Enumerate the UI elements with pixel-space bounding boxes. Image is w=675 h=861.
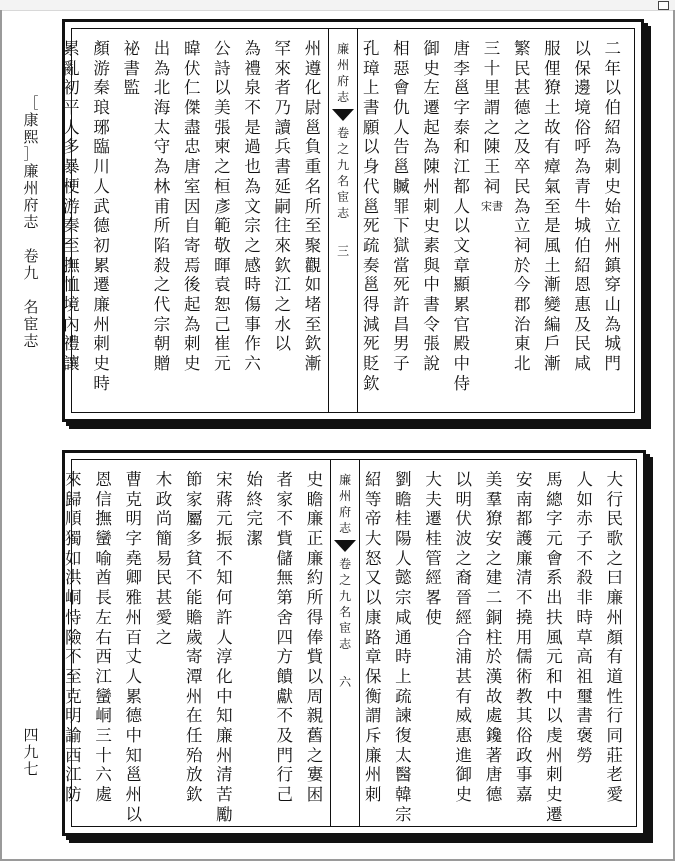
center-folio-number: 三	[337, 244, 350, 258]
center-juan: 卷 之 九	[337, 126, 350, 172]
text-column: 馬 總 字 元 會 系 出 扶 風 元 和 中 以 虔 州 刺 史 遷	[546, 470, 563, 824]
center-section: 名 宦 志	[337, 174, 350, 220]
text-column: 州 遵 化 尉 邕 負 重 名 所 至 聚 觀 如 堵 至 欽 漸	[304, 39, 322, 373]
text-column: 罕 來 者 乃 讀 兵 書 延 嗣 往 來 欽 江 之 水 以	[274, 39, 292, 354]
page-center-column	[328, 29, 358, 412]
scanned-page-top	[62, 19, 644, 422]
center-title: 廉 州 府 志	[337, 42, 350, 104]
center-juan: 卷 之 九	[339, 557, 352, 603]
text-column: 紹 等 帝 大 怒 又 以 康 路 章 保 衡 謂 斥 廉 州 刺	[364, 470, 382, 804]
text-column: 累 亂 初 平 人 多 暴 梗 游 秦 至 撫 恤 境 內 禮 讓	[63, 39, 80, 373]
text-column: 宋 蔣 元 振 不 知 何 許 人 淳 化 中 知 廉 州 清 苦 勵	[216, 470, 233, 824]
margin-char: 廉	[23, 162, 39, 180]
margin-char: 卷	[23, 247, 39, 265]
text-column: 顏 游 秦 琅 琊 臨 川 人 武 德 初 累 遷 廉 州 刺 史 時	[93, 39, 110, 393]
margin-char	[22, 231, 40, 248]
page-text-block	[63, 28, 635, 413]
text-column: 三 十 里 謂 之 陳 王 祠 宋書	[477, 39, 507, 216]
margin-char: 名	[23, 298, 39, 316]
text-column: 安 南 都 護 廉 清 不 撓 用 儒 術 教 其 俗 政 事 嘉	[515, 470, 533, 804]
center-folio-number: 六	[339, 675, 352, 689]
text-column: 繁 民 甚 德 之 及 卒 民 為 立 祠 於 今 郡 治 東 北	[513, 39, 531, 373]
margin-char	[22, 282, 40, 299]
margin-char: 志	[23, 332, 39, 350]
text-column: 節 家 屬 多 貧 不 能 贍 歲 寄 潭 州 在 任 殆 放 欽	[185, 470, 203, 804]
text-column: 相 惡 會 仇 人 告 邕 贓 罪 下 獄 當 死 許 昌 男 子	[393, 39, 410, 373]
margin-char: 宦	[23, 315, 39, 333]
text-column: 劉 瞻 桂 陽 人 懿 宗 咸 通 時 上 疏 諫 復 太 醫 韓 宗	[395, 470, 412, 824]
text-column: 公 詩 以 美 張 柬 之 桓 彥 範 敬 暉 袁 恕 己 崔 元	[214, 39, 231, 373]
text-column: 御 史 左 遷 起 為 陳 州 刺 史 素 與 中 書 令 張 說	[423, 39, 440, 373]
book-title-margin	[22, 95, 40, 350]
text-column: 曹 克 明 字 堯 卿 雅 州 百 丈 人 累 德 中 知 邕 州 以	[125, 470, 143, 824]
text-column: 以 保 邊 境 俗 呼 為 青 牛 城 伯 紹 恩 惠 及 民 咸	[574, 39, 591, 373]
margin-char: 九	[23, 264, 39, 282]
fishtail-mark-icon	[334, 540, 356, 552]
margin-char: ［	[23, 94, 39, 112]
page-text-block	[65, 459, 637, 827]
text-column: 大 夫 遷 桂 管 經 畧 使	[425, 470, 442, 627]
fishtail-mark-icon	[332, 109, 354, 121]
column-note: 宋書	[481, 199, 503, 213]
page-number-margin	[22, 727, 40, 778]
text-column: 恩 信 撫 蠻 喻 酋 長 左 右 西 江 蠻 峒 三 十 六 處	[95, 470, 112, 804]
text-column: 服 俚 獠 土 故 有 瘴 氣 至 是 風 土 漸 變 編 戶 漸	[544, 39, 561, 373]
text-column: 二 年 以 伯 紹 為 刺 史 始 立 州 鎮 穿 山 為 城 門	[604, 39, 622, 373]
margin-char: 康	[23, 111, 39, 129]
margin-char: 四	[23, 726, 39, 744]
text-column: 孔 璋 上 書 願 以 身 代 邕 死 疏 奏 邕 得 減 死 貶 欽	[362, 39, 380, 393]
margin-char: 府	[23, 196, 39, 214]
scanned-page-bottom	[62, 450, 646, 836]
text-column: 為 禮 泉 不 是 過 也 為 文 宗 之 感 時 傷 事 作 六	[244, 39, 261, 373]
margin-char: ］	[23, 145, 39, 163]
viewer-left-border	[0, 10, 2, 861]
text-column: 暐 伏 仁 傑 盡 忠 唐 室 因 自 寄 焉 後 起 為 刺 史	[183, 39, 201, 373]
margin-char: 七	[23, 760, 39, 778]
margin-char: 熙	[23, 128, 39, 146]
center-title: 廉 州 府 志	[339, 473, 352, 535]
text-column: 出 為 北 海 太 守 為 林 甫 所 陷 殺 之 代 宗 朝 贈	[153, 39, 171, 373]
text-column: 唐 李 邕 字 泰 和 江 都 人 以 文 章 顯 累 官 殿 中 侍	[453, 39, 471, 393]
text-column: 始 終 完 潔	[246, 470, 263, 549]
margin-char: 志	[23, 213, 39, 231]
text-column: 者 家 不 貲 儲 無 第 舍 四 方 饋 獻 不 及 門 行 己	[276, 470, 294, 804]
text-column: 美 羣 獠 安 之 建 二 銅 柱 於 漢 故 處 鑱 著 唐 德	[485, 470, 503, 804]
text-column: 人 如 赤 子 不 殺 非 時 草 高 祖 璽 書 褒 勞	[576, 470, 593, 765]
margin-char: 九	[23, 743, 39, 761]
text-column: 木 政 尚 簡 易 民 甚 愛 之	[155, 470, 173, 647]
text-column: 史 瞻 廉 正 廉 約 所 得 俸 貲 以 周 親 舊 之 寠 困	[306, 470, 324, 804]
text-column: 大 行 民 歌 之 曰 廉 州 顏 有 道 性 行 同 莊 老 愛	[606, 470, 624, 804]
text-column: 以 明 伏 波 之 裔 晉 經 合 浦 甚 有 威 惠 進 御 史	[455, 470, 473, 804]
viewer-top-bar	[0, 0, 675, 11]
text-column: 來 歸 順 獨 如 洪 峒 恃 險 不 至 克 明 諭 西 江 防	[65, 470, 82, 804]
margin-char: 州	[23, 179, 39, 197]
text-column: 祕 書 監	[123, 39, 141, 98]
page-center-column	[330, 460, 360, 826]
center-section: 名 宦 志	[339, 605, 352, 651]
window-restore-icon[interactable]	[658, 1, 669, 10]
